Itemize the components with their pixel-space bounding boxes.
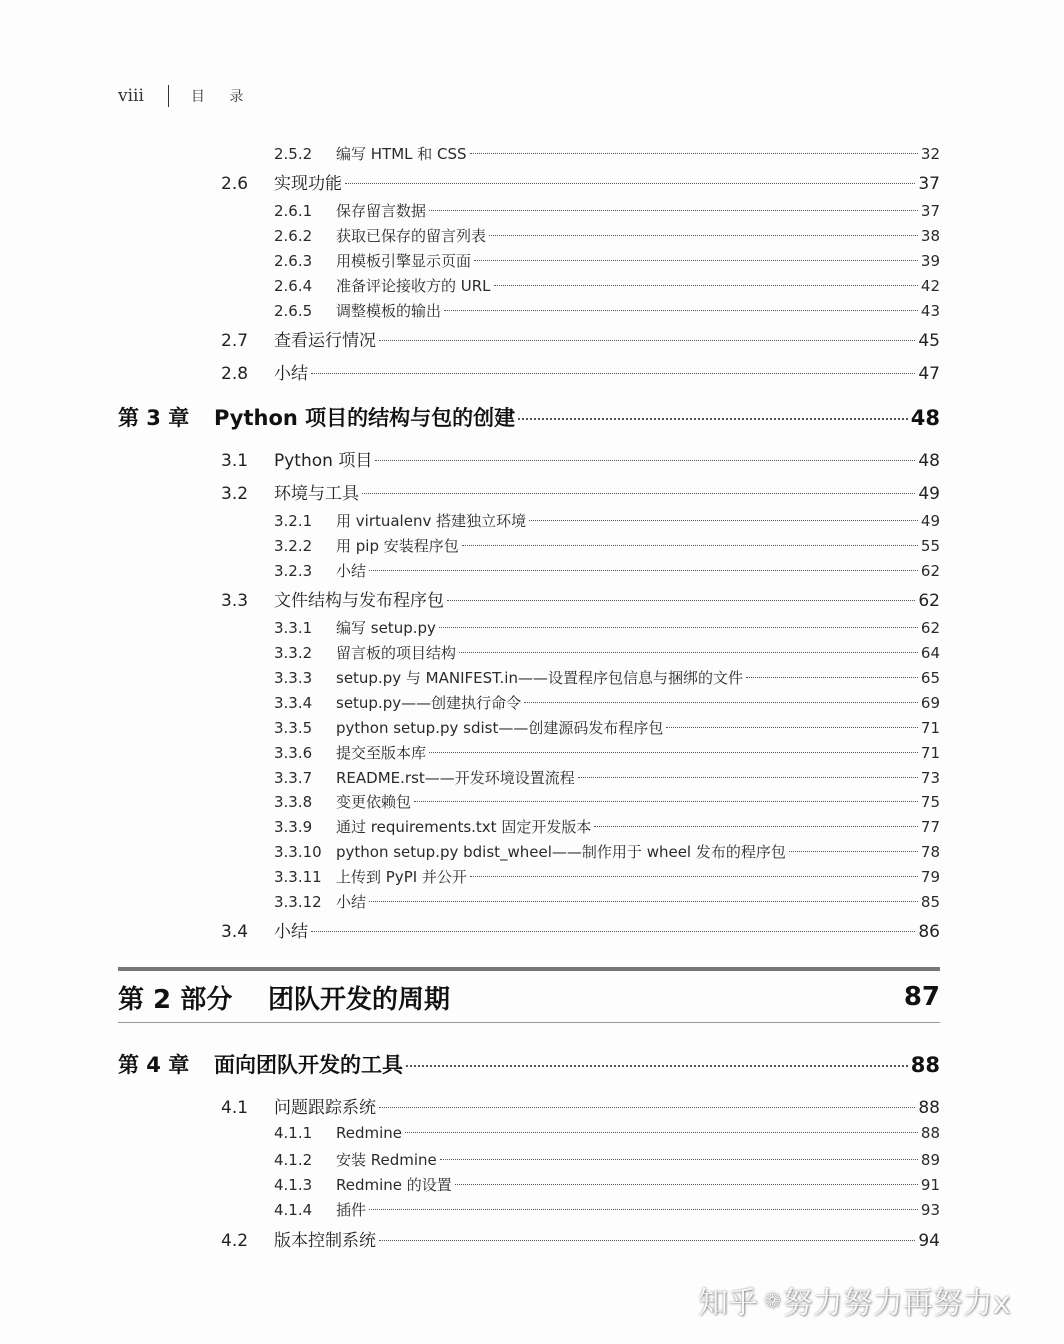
entry-number: 4.2 [221,1231,249,1251]
entry-page-number: 39 [920,252,940,270]
entry-page-number: 47 [918,364,940,384]
toc-section-entry [221,586,940,611]
toc-subsection-entry [274,535,940,556]
dot-leader [369,570,918,571]
part-heading [118,977,940,1017]
entry-page-number: 88 [918,1098,940,1118]
entry-title: 用 virtualenv 搭建独立环境 [336,512,527,530]
toc-subsection-entry [274,1174,940,1195]
watermark-user: 努力努力再努力x [782,1286,1011,1321]
toc-chapter-entry [118,402,940,432]
entry-number: 2.5.2 [274,145,313,163]
entry-number: 2.6.1 [274,202,313,220]
toc-subsection-entry [274,200,940,221]
toc-subsection-entry [274,1199,940,1220]
entry-title: 小结 [336,893,367,911]
entry-title: 通过 requirements.txt 固定开发版本 [336,818,592,836]
entry-number: 第 4 章 [118,1053,190,1077]
dot-leader [489,235,918,236]
dot-leader [524,702,918,703]
toc-chapter-entry [118,1049,940,1079]
toc-subsection-entry [274,866,940,887]
toc-section-entry [221,446,940,471]
toc-subsection-entry [274,791,940,812]
entry-page-number: 89 [920,1151,940,1169]
entry-number: 2.6.3 [274,252,313,270]
toc-section-entry [221,917,940,942]
entry-title: 问题跟踪系统 [274,1098,376,1118]
entry-page-number: 62 [920,619,940,637]
toc-subsection-entry [274,1149,940,1170]
entry-page-number: 79 [920,868,940,886]
dot-leader [462,545,918,546]
entry-number: 4.1 [221,1098,249,1118]
entry-number: 3.3.12 [274,893,322,911]
entry-page-number: 38 [920,227,940,245]
dot-leader [440,1159,918,1160]
dot-leader [429,752,918,753]
entry-number: 3.3.3 [274,669,313,687]
dot-leader [311,931,915,932]
entry-title: 用 pip 安装程序包 [336,537,459,555]
part-rule-bottom [118,1022,940,1023]
dot-leader [429,210,918,211]
entry-title: 编写 setup.py [336,619,436,637]
entry-page-number: 77 [920,818,940,836]
entry-page-number: 55 [920,537,940,555]
entry-title: Redmine [336,1124,403,1142]
entry-number: 2.6.5 [274,302,313,320]
entry-title: 提交至版本库 [336,744,427,762]
toc-subsection-entry [274,767,940,788]
entry-number: 3.3.9 [274,818,313,836]
entry-number: 4.1.3 [274,1176,313,1194]
dot-leader [455,1184,918,1185]
entry-number: 3.3.5 [274,719,313,737]
dot-leader [447,600,915,601]
entry-title: python setup.py sdist——创建源码发布程序包 [336,719,664,737]
entry-number: 2.6.4 [274,277,313,295]
paw-icon: ❁ [764,1288,781,1312]
toc-subsection-entry [274,841,940,862]
entry-title: 调整模板的输出 [336,302,442,320]
dot-leader [414,801,918,802]
entry-number: 3.1 [221,451,249,471]
dot-leader [474,260,918,261]
entry-title: 版本控制系统 [274,1231,376,1251]
watermark-site: 知乎 [698,1286,758,1321]
dot-leader [470,153,918,154]
entry-page-number: 37 [918,174,940,194]
entry-page-number: 64 [920,644,940,662]
entry-title: Python 项目的结构与包的创建 [214,406,516,430]
entry-page-number: 42 [920,277,940,295]
entry-title: 小结 [274,364,308,384]
dot-leader [405,1132,918,1133]
toc-section-entry [221,169,940,194]
entry-page-number: 94 [918,1231,940,1251]
header-divider [168,85,169,107]
toc-subsection-entry [274,300,940,321]
toc-subsection-entry [274,667,940,688]
entry-number: 3.3.8 [274,793,313,811]
entry-page-number: 78 [920,843,940,861]
entry-page-number: 32 [920,145,940,163]
entry-title: 查看运行情况 [274,331,376,351]
entry-number: 2.7 [221,331,249,351]
entry-page-number: 48 [910,406,940,430]
entry-page-number: 65 [920,669,940,687]
entry-number: 3.2.2 [274,537,313,555]
entry-title: setup.py 与 MANIFEST.in——设置程序包信息与捆绑的文件 [336,669,743,687]
entry-page-number: 85 [920,893,940,911]
dot-leader [379,1240,915,1241]
entry-title: 实现功能 [274,174,342,194]
dot-leader [406,1065,908,1067]
entry-page-number: 86 [918,922,940,942]
entry-number: 3.2.3 [274,562,313,580]
entry-title: 上传到 PyPI 并公开 [336,868,467,886]
part-number: 第 2 部分 [118,984,233,1015]
toc-subsection-entry [274,891,940,912]
part-rule-top [118,967,940,971]
entry-page-number: 75 [920,793,940,811]
entry-number: 第 3 章 [118,406,190,430]
entry-number: 4.1.4 [274,1201,313,1219]
dot-leader [459,652,918,653]
dot-leader [362,493,915,494]
entry-number: 3.2.1 [274,512,313,530]
entry-title: README.rst——开发环境设置流程 [336,769,575,787]
toc-section-entry [221,359,940,384]
dot-leader [594,826,918,827]
entry-title: 安装 Redmine [336,1151,437,1169]
entry-page-number: 71 [920,719,940,737]
entry-page-number: 45 [918,331,940,351]
entry-number: 3.3.1 [274,619,313,637]
toc-subsection-entry [274,225,940,246]
dot-leader [789,851,918,852]
toc-section-entry [221,479,940,504]
toc-section-entry [221,1093,940,1118]
entry-page-number: 69 [920,694,940,712]
entry-title: Python 项目 [274,451,373,471]
dot-leader [311,373,915,374]
toc-subsection-entry [274,642,940,663]
entry-title: setup.py——创建执行命令 [336,694,522,712]
dot-leader [439,627,918,628]
entry-number: 3.3.2 [274,644,313,662]
entry-number: 2.8 [221,364,249,384]
entry-number: 3.3.7 [274,769,313,787]
entry-page-number: 88 [910,1053,940,1077]
entry-number: 2.6.2 [274,227,313,245]
toc-subsection-entry [274,692,940,713]
dot-leader [470,876,918,877]
entry-title: 留言板的项目结构 [336,644,457,662]
entry-title: 编写 HTML 和 CSS [336,145,467,163]
entry-number: 4.1.2 [274,1151,313,1169]
dot-leader [444,310,918,311]
dot-leader [666,727,918,728]
entry-page-number: 49 [918,484,940,504]
dot-leader [529,520,918,521]
entry-number: 3.3 [221,591,249,611]
entry-title: 小结 [336,562,367,580]
dot-leader [494,285,918,286]
toc-subsection-entry [274,816,940,837]
entry-title: 插件 [336,1201,367,1219]
dot-leader [345,183,915,184]
entry-title: 获取已保存的留言列表 [336,227,487,245]
toc-subsection-entry [274,560,940,581]
toc-subsection-entry [274,143,940,164]
entry-title: 文件结构与发布程序包 [274,591,444,611]
entry-title: 准备评论接收方的 URL [336,277,491,295]
entry-title: 小结 [274,922,308,942]
entry-title: python setup.py bdist_wheel——制作用于 wheel 发布的程序包 [336,843,786,861]
toc-subsection-entry [274,717,940,738]
toc-subsection-entry [274,250,940,271]
entry-title: 面向团队开发的工具 [214,1053,403,1077]
entry-title: 环境与工具 [274,484,359,504]
watermark [698,1278,1011,1322]
entry-page-number: 62 [920,562,940,580]
dot-leader [578,777,918,778]
toc-subsection-entry [274,742,940,763]
toc-section-entry [221,1226,940,1251]
entry-page-number: 37 [920,202,940,220]
entry-page-number: 73 [920,769,940,787]
entry-page-number: 48 [918,451,940,471]
part-title: 团队开发的周期 [268,984,451,1015]
dot-leader [379,340,915,341]
entry-number: 3.3.10 [274,843,322,861]
dot-leader [379,1107,915,1108]
toc-subsection-entry [274,1124,940,1142]
entry-title: 变更依赖包 [336,793,412,811]
dot-leader [369,901,918,902]
entry-number: 2.6 [221,174,249,194]
entry-title: Redmine 的设置 [336,1176,452,1194]
entry-number: 4.1.1 [274,1124,313,1142]
entry-title: 用模板引擎显示页面 [336,252,472,270]
running-head [118,82,253,110]
entry-page-number: 93 [920,1201,940,1219]
entry-number: 3.3.6 [274,744,313,762]
entry-number: 3.2 [221,484,249,504]
part-page-number: 87 [903,982,940,1012]
entry-page-number: 43 [920,302,940,320]
entry-number: 3.4 [221,922,249,942]
entry-page-number: 88 [920,1124,940,1142]
dot-leader [518,418,908,420]
entry-number: 3.3.4 [274,694,313,712]
entry-number: 3.3.11 [274,868,322,886]
dot-leader [369,1209,918,1210]
toc-section-entry [221,326,940,351]
dot-leader [746,677,918,678]
dot-leader [375,460,915,461]
page-folio: viii [118,86,144,106]
entry-page-number: 62 [918,591,940,611]
toc-subsection-entry [274,617,940,638]
entry-page-number: 49 [920,512,940,530]
entry-page-number: 71 [920,744,940,762]
entry-page-number: 91 [920,1176,940,1194]
running-head-title: 目 录 [190,89,254,105]
toc-subsection-entry [274,275,940,296]
toc-subsection-entry [274,510,940,531]
entry-title: 保存留言数据 [336,202,427,220]
